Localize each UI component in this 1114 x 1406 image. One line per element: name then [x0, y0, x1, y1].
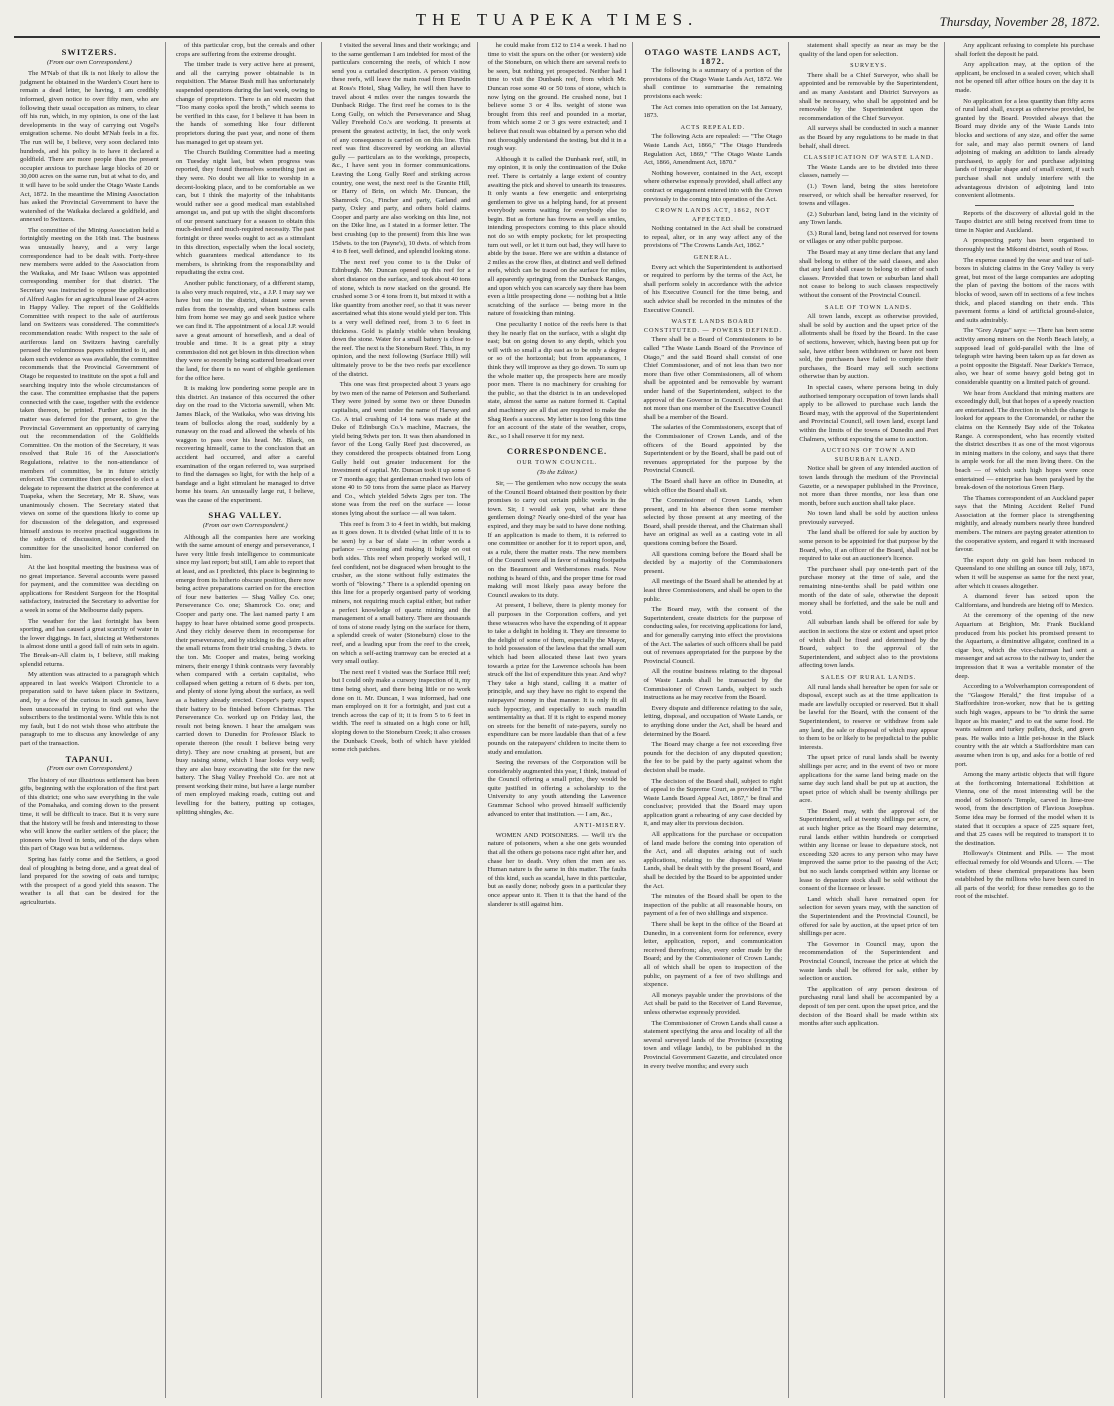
article-paragraph: The weather for the last fortnight has been sporting, and has caused a great scarcity of water in the lower diggings. In fact, sluicing at Wetherstones is almost done until a good fall of rain sets in again. The Break-an-All claim is, I believe, still making splendid returns.	[20, 617, 159, 668]
section-byline: (From our own Correspondent.)	[46, 765, 132, 773]
article-paragraph: All meetings of the Board shall be attended by at least three Commissioners, and shall be open to the public.	[643, 578, 783, 603]
article-paragraph: All moneys payable under the provisions of the Act shall be paid to the Receiver of Land Revenue, unless otherwise expressly provided.	[643, 991, 783, 1016]
subsection-heading: GENERAL.	[693, 254, 733, 262]
subsection-heading: WASTE LANDS BOARD CONSTITUTED. — POWERS DEFINED.	[643, 318, 782, 334]
article-paragraph: he could make from £12 to £14 a week. I had no time to visit the spurs on the other (or western) side of the Stoneburn, on which there are several reefs to be seen, but nothing yet prospected. Neither had I time to visit the Dunbank reef, from which Mr. Duncan rose some 40 or 50 tons of stone, which is now lying on the ground. He crushed none, but I believe some 3 or 4 lbs. weight of stone was brought from this reef and pounded in a mortar, from which some 2 or 3 grs were extracted; and I believe that result was obtained by a person who did not thoroughly understand the testing, but did it in a rough way.	[487, 42, 627, 153]
section-heading: CORRESPONDENCE.	[506, 446, 608, 457]
article-paragraph: There shall be kept in the office of the Board at Dunedin, in a convenient form for reference, every letter, application, report, and communication received therefrom; also, every order made by the Board; and by the Commissioner of Crown Lands; all of which shall be open to inspection of the public, on payment of a fee of two shillings and sixpence.	[643, 921, 783, 989]
article-paragraph: Any application may, at the option of the applicant, be enclosed in a sealed cover, which shall not be opened till after office hours on the day it is made.	[955, 61, 1095, 94]
article-paragraph: At the last hospital meeting the business was of no great importance. Several accounts were passed for payment, and the committee was deciding on applications for Resident Surgeon for the Hospital satisfactory, instructed the Secretary to advertise for a week in some of the Melbourne daily papers.	[20, 564, 159, 614]
article-paragraph: This one was first prospected about 3 years ago by two men of the name of Peterson and Sutherland. They were joined by some two or three Dunedin capitalists, and went under the name of Harvey and Co. A trial crushing of 14 tons was made at the Duke of Edinburgh Co.'s machine, Macraes, the yield being 9dwts per ton. It was then abandoned in favor of the Long Gully Reef just discovered, as they considered the prospects obtained from Long Gully held out greater inducement for the investment of capital. Mr. Duncan took it up some 6 or 7 months ago; that gentleman crushed two lots of stone 40 to 50 tons from the same place as Harvey and Co., which yielded 5dwts 2grs per ton. The stone was from the reef on the surface — loose stones lying about the surface — all was taken.	[331, 381, 471, 518]
subsection-heading: ACTS REPEALED.	[680, 123, 746, 131]
article-paragraph: The Board shall have an office in Dunedin, at which office the Board shall sit.	[643, 477, 783, 494]
article-paragraph: Another public functionary, of a different stamp, is also very much required, viz., a J.P. I may say we have but one in the district, distant some seven miles from the township, and when business calls him from home we may go and seek justice where we can find it. The appointment of a local J.P. would save a great amount of horseflesh, and a deal of trouble and time. It is a great pity a stray commission did not get blown in this direction when they were so recently being scattered broadcast over the land, for there is no want of eligible gentlemen for the office here.	[175, 280, 315, 382]
subsection-heading: CROWN LANDS ACT, 1862, NOT AFFECTED.	[655, 207, 771, 223]
article-paragraph: There shall be a Chief Surveyor, who shall be appointed and be removable by the Superintendent, and as many Assistant and District Surveyors as shall be necessary, who shall be appointed and be removable by the Superintendent upon the recommendation of the Chief Surveyor.	[799, 71, 939, 122]
article-paragraph: The committee of the Mining Association held a fortnightly meeting on the 16th inst. The business was unusually heavy, and a very large correspondence had to be dealt with. Forty-three new members were added to the Association from the Waikaka, and Mr Isaac Wilson was appointed corresponding member for that district. The Secretary was instructed to oppose the application of Alfred Aagles for an agricultural lease of 24 acres in Happy Valley. The report of the Goldfields Committee with respect to the sale of auriferous land on Switzers was considered. The committee's recommendation reads: With respect to the sale of auriferous land on Switzers having carefully perused the voluminous papers submitted to it, and taken such evidence as was available, the committee recommends that the Provincial Government of Otago be requested to institute on the spot a full and searching inquiry into the whole circumstances of the case. The committee emphasise that the papers connected with the case, together with the evidence taken thereon, be printed. Further action in the matter was deferred for the present, to give the Provincial Government an opportunity of carrying out the recommendation of the Goldfields Committee. On the motion of the Secretary, it was resolved that Rule 16 of the Association's Regulations, relative to the non-attendance of members of committee, be in future strictly enforced. The committee then proceeded to elect a delegate to represent the district at the conference at Tuapeka, when the Secretary, Mr R. Shaw, was unanimously chosen. The Secretary stated that views on some of the questions likely to come up for discussion of the delegation, and expressed himself anxious to receive practical suggestions in the subjects of discussion, and thanked the committee for the unsolicited honor conferred on him.	[20, 226, 159, 561]
article-paragraph: Notice shall be given of any intended auction of town lands through the medium of the Provincial Gazette, or a newspaper published in the Province, not more than three months, nor less than one month, before such auction shall take place.	[799, 465, 939, 507]
section-heading: SHAG VALLEY.	[208, 510, 283, 521]
column-7	[949, 42, 1100, 1398]
article-paragraph: The next reef you come to is the Duke of Edinburgh. Mr. Duncan opened up this reef for a short distance on the surface, and took about 40 tons of stone, which is now stacked on the ground. He crushed some 3 or 4 tons from it, but mixed it with a like quantity from another reef, so that it was never ascertained what this stone would yield per ton. This is a very well defined reef, from 3 to 6 feet in thickness. Gold is plainly visible when breaking down the stone. Water for a small battery is close to the reef. The next is the Stoneburn Reef. This, in my opinion, and the next following (Surface Hill) will ultimately prove to be the two reefs par excellence of the district.	[331, 258, 471, 378]
article-paragraph: According to a Wolverhampton correspondent of the "Glasgow Herald," the first impulse of a Staffordshire iron-worker, now that he is getting such high wages, appears to be "to drink the same liquor as his master," and to eat the same food. He wants salmon and turkey pullets, duck, and green peas. He walks into a little pet-house in the Black country with the air which a Staffordshire man can assume when iron is up, and asks for a bottle of red port.	[955, 683, 1095, 768]
column-1	[14, 42, 166, 1398]
article-paragraph: All applications for the purchase or occupation of land made before the coming into operation of the Act, and all disputes arising out of such applications, relating to the disposal of Waste Lands, shall be dealt with by the present Board, and shall be decided by the Board to be appointed under the Act.	[643, 831, 783, 890]
article-paragraph: The M'Nab of that ilk is not likely to allow the judgment he obtained in the Warden's Court here to remain a dead letter, he having, I am credibly informed, given notice to over fifty men, who are following their usual occupation as miners, to clear off his run, which, in my opinion, is one of the last developments in the way of carrying out Vogel's emigration scheme. No doubt M'Nab feels in a fix. The run will be, I believe, very soon declared into hundreds, and his policy is to have it declared a goldfield. There are more people than the present occupier anxious to purchase large blocks of 20 or 30,000 acres on the same run, but at what to do, and it will have to be sold under the Otago Waste Lands Act, 1872. In the meantime the Mining Association has asked the Provincial Government to have the watershed of the Waikaka declared a goldfield, and annexed to Switzers.	[20, 70, 159, 224]
article-paragraph: The Board may charge a fee not exceeding five pounds for the decision of any disputed question; the fee to be paid by the party against whom the decision shall be made.	[643, 741, 783, 774]
letter-signature: ANTI-MISERY.	[573, 822, 627, 830]
article-paragraph: The export duty on gold has been reduced in Queensland to one shilling an ounce till July, 1873, when it will be suspense as same for the next year, after which it ceases altogether.	[955, 556, 1095, 590]
article-paragraph: The next reef I visited was the Surface Hill reef; but I could only make a cursory inspection of it, my time being short, and there being little or no work done on it. Mr. Duncan, I was informed, had one man employed on it for a fortnight, and just cut a trench across the cap of it; it is from 5 to 6 feet in width. The reef is situated on a high cone or hill, sloping down to the Stoneburn Creek; it also crosses the Dunback Creek, both of which have yielded some rich patches.	[331, 668, 471, 754]
article-paragraph: Seeing the reverses of the Corporation will be considerably augmented this year, I think, instead of the Council offering a small prize, they would be quite justified in offering a scholarship to the University to any youth attending the Lawrence Grammar School who proved himself sufficiently advanced to enter that institution. — I am, &c.,	[487, 759, 627, 818]
section-byline: (From our own Correspondent.)	[46, 58, 132, 66]
subsection-heading: AUCTIONS OF TOWN AND SUBURBAN LAND.	[821, 447, 917, 463]
column-6	[793, 42, 945, 1398]
article-paragraph: statement shall specify as near as may be the quality of the land open for selection.	[799, 42, 939, 58]
article-paragraph: The decision of the Board shall, subject to right of appeal to the Supreme Court, as provided in "The Waste Lands Board Appeal Act, 1867," be final and conclusive; provided that the Board may upon application grant a rehearing of any case decided by it, and may alter its previous decision.	[643, 777, 783, 828]
article-paragraph: (3.) Rural land, being land not reserved for towns or villages or any other public purpose.	[799, 229, 939, 246]
article-paragraph: A diamond fever has seized upon the Californians, and hundreds are hieing off to Mexico.	[955, 593, 1095, 609]
article-paragraph: Although all the companies here are working with the same amount of energy and perseverance, I have very little fresh intelligence to communicate since my last report; but still, I am able to report that at least, and as I predicted, this place is beginning to emerge from its hitherto obscure position, there now being active preparations carried on for the erection of four new batteries — Shag Valley Co. one; Perseverance Co. one; Shamrock Co. one; and Cooper and party one. The last named party I am happy to hear have obtained some good prospects. And they richly deserve them in recompense for their perseverance, and by sticking to the claim after the small returns from their trial crushing, 3 dwts. to the ton. Mr. Cooper and mates, being working miners, their energy I think contrasts very favorably when compared with a certain capitalist, who collapsed when getting a return of 6 dwts. per ton, and plenty of stone lying about the surface, as well as a battery already erected. Cooper's party expect their battery to be finished before Christmas. The Perseverance Co. worked up on Friday last, the result not being known. I hear the amalgam was carried down to Dunedin for Professor Black to operate thereon (the result I believe being very dirty). They are now crushing at present, but are busy raising stone, which I hear looks very well; they are also busy excavating the site for the new battery. The Shag Valley Freehold Co. are not at present working their mine, but have a large number of men employed making roads, cutting out and levelling for the battery, putting up cottages, splitting shingles, &c.	[175, 533, 315, 816]
article-paragraph: Land which shall have remained open for selection for seven years may, with the sanction of the Superintendent and the Provincial Council, be offered for sale by auction, at the upset price of ten shillings per acre.	[799, 895, 939, 938]
article-paragraph: Spring has fairly come and the Settlers, a good deal of ploughing is being done, and a great deal of land prepared for the sowing of oats and turnips; with the prospect of a good yield this season. The weather is all that can be desired for the agriculturists.	[20, 856, 159, 906]
article-paragraph: Every act which the Superintendent is authorised or required to perform by the terms of the Act, he shall perform solely in accordance with the advice of his Executive Council for the time being, and such advice shall be recorded in the minutes of the Executive Council.	[643, 263, 783, 314]
article-paragraph: The Board may at any time declare that any land shall belong to either of the said classes, and also that any land shall cease to belong to either of such classes. Provided that town or suburban land shall not cease to belong to such classes respectively without the consent of the Provincial Council.	[799, 249, 939, 300]
article-paragraph: The expense caused by the wear and tear of tail-boxes in sluicing claims in the Grey Valley is very great, but most of the large companies are adopting the plan of paving the bottom of the races with blocks of wood, sawn off in sections of a few inches thick, and placed standing on their ends. This pavement forms a kind of artificial ground-sluice, and suits admirably.	[955, 256, 1095, 324]
article-paragraph: My attention was attracted to a paragraph which appeared in last week's Waipori Chronicle to a preparation said to have taken place in Switzers, and, by a few of the curious in such games, have been unsuccessful in trying to find out who the subscribers to the testimonial were. While this is not my fault, but I do not wish those who attribute the paragraph to me to discuss any knowledge of any part of the transaction.	[20, 671, 159, 747]
article-paragraph: The following Acts are repealed: — "The Otago Waste Lands Act, 1866," "The Otago Hundreds Regulation Act, 1869," "The Otago Waste Lands Act, 1866, Amendment Act, 1870."	[643, 133, 783, 167]
subsection-heading: OUR TOWN COUNCIL.	[516, 458, 598, 466]
article-paragraph: A prospecting party has been organised to thoroughly test the Mikomi district, south of Ross.	[955, 237, 1095, 254]
newspaper-title: THE TUAPEKA TIMES.	[415, 10, 699, 29]
article-paragraph: WOMEN AND POISONERS. — We'll it's the nature of poisoners, when a she one gets wounded that all the others go poisons race right after her, and chase her to death. Very often the men are so. Human nature is the same in this matter. The faults of this kind, such as scandal, have in this particular, but as easily done; nobody goes in a particular they once appear unto it. Then it is that the hand of the slanderer is still against him.	[487, 831, 627, 908]
subsection-heading: SALE OF TOWN LANDS.	[824, 303, 913, 311]
article-paragraph: All questions coming before the Board shall be decided by a majority of the Commissioners present.	[643, 550, 783, 575]
column-3	[326, 42, 478, 1398]
article-paragraph: No application for a less quantity than fifty acres of rural land shall, except as otherwise provided, be granted by the Board. Provided always that the Board may divide any of the Waste Lands into blocks and sections of any size, and offer the same for sale, and may also permit owners of land adjoining of making an addition to lands already purchased, to apply for and purchase adjoining lands of irregular shape and of small extent, if such purchase shall not unduly interfere with the advantageous division of adjoining land into convenient allotments.	[955, 97, 1095, 200]
article-paragraph: At present, I believe, there is plenty money for all purposes in the Corporation coffers, and yet these wiseacres who have the expending of it appear to take a delight in holding it. They are tiresome to the delight of some of them, especially the Mayor, to hold possession of the lawless that the small sum which had been allocated these last two years towards a prize for the Lawrence schools has been struck off the list of expenditure this year. And why? They take a high stand, calling it a matter of principle, and say they have no right to expend the ratepayers' money in that manner. It is only fit all such hypocrisy, and especially to such maudlin sentimentality as that. If it is right to expend money on streets for the benefit of rate-payers, surely no expenditure can be more laudable than that of a few pounds on the ratepayers' children to incite them to study and emulation.	[487, 602, 627, 756]
article-paragraph: The Thames correspondent of an Auckland paper says that the Mining Accident Relief Fund Association at the former place is strengthening mightily, and already numbers nearly three hundred members. The miners are paying greater attention to the cooperative system, and regard it with increased favour.	[955, 494, 1095, 554]
article-paragraph: The Act comes into operation on the 1st January, 1873.	[643, 103, 783, 120]
section-divider	[975, 205, 1074, 206]
article-paragraph: The Church Building Committee had a meeting on Tuesday night last, but when progress was reported, they found themselves something just as they were. No doubt we all like to worship in a decent-looking place, and to be comfortable as we can, but I think the majority of the inhabitants would rather see a good medical man established amongst us, and put up with the slight discomforts of our present sanctuary for a season to obtain this much-desired and much-required necessity. The past fortnight or three weeks ought to act as a stimulant in this direction, especially when the local society, which guarantees medical attendance to its members, is shrinking from the responsibility and repudiating the extra cost.	[175, 149, 315, 277]
article-paragraph: (1.) Town land, being the sites heretofore reserved, or which shall be hereafter reserved, for towns and villages.	[799, 182, 939, 208]
article-columns	[14, 42, 1100, 1398]
article-paragraph: The Board may, with the approval of the Superintendent, sell at twenty shillings per acre, or at such higher price as the Board may determine, rural lands either within hundreds or comprised within any license or lease to depasture stock, not exceeding 320 acres to any person who may have improved the same prior to the passing of the Act; but no such lands comprised within any license or lease to depasture stock shall be sold without the consent of the licensee or lessee.	[799, 807, 939, 893]
article-paragraph: of this particular crop, but the cereals and other crops are suffering from the extreme drought.	[175, 42, 315, 58]
article-paragraph: The following is a summary of a portion of the provisions of the Otago Waste Lands Act, 1872. We shall continue to summarise the remaining provisions each week:	[643, 67, 783, 100]
article-paragraph: The land shall be offered for sale by auction by some person to be appointed for that purpose by the Board, who, if an officer of the Board, shall not be required to take out an auctioneer's licence.	[799, 529, 939, 563]
article-paragraph: There shall be a Board of Commissioners to be called "The Waste Lands Board of the Province of Otago," and the said Board shall consist of one Chief Commissioner, and of not less than two nor more than five other Commissioners, all of whom shall be appointed and be removable by warrant under hand of the Superintendent, subject to the approval of the Governor in Council. Provided that not more than one member of the Executive Council shall be a member of the Board.	[643, 336, 783, 421]
article-paragraph: Reports of the discovery of alluvial gold in the Taupo district are still being received from time to time in Napier and Auckland.	[955, 209, 1095, 234]
article-paragraph: The timber trade is very active here at present, and all the carrying power obtainable is in requisition. The Manse Bush mill has unfortunately suspended operations during the last week, owing to change of proprietors. There is an old maxim that "Too many cooks spoil the broth," which seems to be verified in this case, for I believe it has been in the hands of something like four different proprietors during the past year, and none of them has managed to get up steam yet.	[175, 61, 315, 146]
article-paragraph: The upset price of rural lands shall be twenty shillings per acre; and in the event of two or more applications for the same land being made on the same day such land shall be put up at auction, the upset price of which shall be twenty shillings per acre.	[799, 754, 939, 805]
article-paragraph: In special cases, where persons being in duly authorised temporary occupation of town lands shall apply to be allowed to purchase such lands the Board may, with the approval of the Superintendent and Provincial Council, sell town land, except land within the limits of the towns of Dunedin and Port Chalmers, without exposing the same to auction.	[799, 383, 939, 443]
article-paragraph: The Board may, with the consent of the Superintendent, create districts for the purpose of conducting sales, for receiving applications for land, and for generally carrying into effect the provisions of the Act. The salaries of such officers shall be paid out of revenues appropriated for the purpose by the Provincial Council.	[643, 606, 783, 665]
article-paragraph: All town lands, except as otherwise provided, shall be sold by auction and the upset price of the allotments shall be fixed by the Board. In the case of sections, however, which, having been put up for sale, have either been withdrawn or have not been sold, the purchasers have failed to complete their purchases, the Board may sell such sections otherwise than by auction.	[799, 313, 939, 381]
article-paragraph: The minutes of the Board shall be open to the inspection of the public at all reasonable hours, on payment of a fee of two shillings and sixpence.	[643, 893, 783, 918]
column-5	[637, 42, 789, 1398]
article-paragraph: Any applicant refusing to complete his purchase shall forfeit the deposit he paid.	[955, 42, 1095, 58]
article-paragraph: I visited the several lines and their workings; and to the same gentleman I am indebted for most of the particulars concerning the reefs, of which I now send you a curtailed description. A person visiting these reefs, will leave the main road from Dunedin at Ross's Hotel, Shag Valley, he will then have to travel about 4 miles over the ranges towards the Dunback Ridge. The first reef he comes to is the Long Gully, on which the Perseverance and Shag Valley Freehold Co.'s are working. It presents at present the greatest activity, in fact, the only work of any consequence is carried on on this line. This reef was first discovered by working an alluvial gully — particulars as to the workings, prospects, &c., I have sent you in former communications. Leaving the Long Gully Reef and striking across country, one west, the next reef is the Granite Hill, or Harry of Brin, on which Mr. Duncan, the Shamrock Co., Fincher and party, Garland and party, Oxley and party, and others hold claims. Cooper and party are also working on this line, not on the Dike line, as I stated in a former letter. The best crushing (up to the present) from this line was 15dwts. to the ton (Payne's), 10 dwts. of which from 4 to 8 feet, well defined, and splendid looking stone.	[331, 42, 471, 256]
article-paragraph: No town land shall be sold by auction unless previously surveyed.	[799, 510, 939, 526]
article-paragraph: The "Grey Argus" says: — There has been some activity among miners on the North Beach lately, a supposed lead of gold-parallel with the line of telegraph wire having been taken up as far down as a point opposite the Bigstaff. Near Darkie's Terrace, also, we hear of some heavy gold being got in considerable quantity on a limited patch of ground.	[955, 327, 1095, 386]
article-paragraph: Every dispute and difference relating to the sale, letting, disposal, and occupation of Waste Lands, or to anything done under the Act, shall be heard and determined by the Board.	[643, 704, 783, 738]
article-paragraph: All rural lands shall hereafter be open for sale or disposal, except such as at the time application is made are lawfully occupied or reserved. But it shall be lawful for the Board, with the consent of the Superintendent, to reserve or withdraw from sale any land, the sale or disposal of which may appear to them to be or likely to be prejudicial to the public interests.	[799, 683, 939, 751]
article-paragraph: Nothing however, contained in the Act, except where otherwise expressly provided, shall affect any contract or engagement entered into with the Crown previously to the coming into operation of the Act.	[643, 169, 783, 203]
article-paragraph: The Governor in Council may, upon the recommendation of the Superintendent and Provincial Council, increase the price at which the waste lands shall be offered for sale, either by selection or auction.	[799, 940, 939, 983]
article-paragraph: All suburban lands shall be offered for sale by auction in sections the size or extent and upset price of which shall be fixed and determined by the Board, subject to the approval of the Superintendent, and subject also to the provisions affecting town lands.	[799, 619, 939, 670]
article-paragraph: One peculiarity I notice of the reefs here is that they lie nearly flat on the surface, with a slight dip east; but on going down to any depth, which you will with so small a dip east as to be only a degree or so of the horizontal; but from appearances, I think they will improve as they go down. To sum up the whole matter up, the prospects here are mostly poor men. There is no machinery for crushing for the public, so that the district is in an undeveloped state, almost the same as nature formed it. Capital and machinery are all that are required to make the Shag Reefs a success. My letter is too long this time for an account of the state of the weather, crops, &c., so I shall reserve it for my next.	[487, 321, 627, 440]
subsection-heading: SURVEYS.	[850, 62, 888, 70]
article-paragraph: This reef is from 3 to 4 feet in width, but making as it goes down. It is divided (what little of it is to be seen) by a bar of slate — in other words a parlance — crossing and making it bulge on out both sides. This reef when properly worked will, I feel confident, not be disgraced when brought to the crusher, as the stone without fully estimates the worth of "blowing." There is a splendid opening on this line for a properly organised party of working miners, not requiring much capital either, but rather a perfect knowledge of quartz mining and the management of a small battery. There are thousands of tons of stone ready lying on the surface for them, a splendid creek of water (Stoneburn) close to the reef, and a leading spur from the reef to the creek, on which a self-acting tramway can be erected at a very small outlay.	[331, 520, 471, 666]
article-paragraph: Although it is called the Dunbank reef, still, in my opinion, it is only the continuation of the Duke reef. There is certainly a large extent of country awaiting the pick and shovel to unearth its treasures. It only wants a few energetic and enterprising gentlemen to give us a helping hand, for at present everybody seems waiting for everybody else to begin. But as fortune has frowns as well as smiles, intending prospectors coming to this place should not do so with empty pockets; for let prospecting turn out well, or let it turn out bad, they will have to abide by the issue. Here we are within a distance of 2 miles as the crow flies, at distinct and well defined reefs, which can be traced on the surface for miles, all apparently springing from the Dunback Ranges, and upon which you can scarcely say there has been even a little prospecting done — nothing but a little scratching of the surface — being more in the nature of fossicking than mining.	[487, 155, 627, 318]
section-heading: OTAGO WASTE LANDS ACT, 1872.	[644, 47, 782, 66]
article-paragraph: At the ceremony of the opening of the new Aquarium at Brighton, Mr. Frank Buckland produced from his pocket his promised present to the Aquarium, a diminutive alligator, confined in a cigar box, which the vice-chairman had sent a messenger and sat across to the railway to, under the impression that it was a veritable monster of the deep.	[955, 612, 1095, 680]
subsection-heading: SALES OF RURAL LANDS.	[821, 673, 917, 681]
section-heading: SWITZERS.	[61, 47, 118, 57]
section-heading: TAPANUI.	[65, 753, 114, 764]
article-paragraph: The application of any person desirous of purchasing rural land shall be accompanied by a deposit of ten per cent. upon the upset price, and the decision of the Board shall be made within six months after such application.	[799, 985, 939, 1028]
article-paragraph: All surveys shall be conducted in such a manner as the Board by any regulations to be made in that behalf, shall direct.	[799, 125, 939, 150]
article-paragraph: The salaries of the Commissioners, except that of the Commissioner of Crown Lands, and of the officers of the Board appointed by the Superintendent or by the Board, shall be paid out of revenues appropriated for the purpose by the Provincial Council.	[643, 424, 783, 475]
article-paragraph: Nothing contained in the Act shall be construed to repeal, alter, or in any way affect any of the provisions of "The Crowns Lands Act, 1862."	[643, 225, 783, 250]
article-paragraph: Among the many artistic objects that will figure at the forthcoming International Exhibition at Vienna, one of the most interesting will be the model of Solomon's Temple, carved in lime-tree wood, from the description of Flavious Josephus. Some idea may be formed of the model when it is stated that it occupies a space of 225 square feet, and that 25 cases will be required to transport it to the destination.	[955, 771, 1095, 847]
article-paragraph: (2.) Suburban land, being land in the vicinity of any Town lands.	[799, 210, 939, 227]
subsection-heading: CLASSIFICATION OF WASTE LAND.	[803, 154, 934, 162]
article-paragraph: The history of our illustrious settlement has been gifts, beginning with the exploration of the first part of this district; one who saw everything in the vale of the Pomahaka, and coming down to the present time, it will be difficult to trace. But it is very sure that the history will be fresh and interesting to those who will know the earlier settlers of the place; the pioneers who lived in tents, and of the days when this part of Otago was but a wilderness.	[20, 776, 159, 853]
article-paragraph: The Commissioner of Crown Lands shall cause a statement specifying the area and locality of all the several surveyed lands of the Province (excepting town and village lands), to be published in the Provincial Government Gazette, and circulated once in every twelve months; and every such	[643, 1019, 783, 1070]
column-4	[482, 42, 634, 1398]
article-paragraph: We hear from Auckland that mining matters are exceedingly dull, but that hopes of a speedy reaction are entertained. The direction in which the change is looked for appears to the Coromandel, or rather the claims on the Kennedy Bay side of the Tokatea Range. A correspondent, who has recently visited the district describes it as one of the most vigorous in mining matters in the colony, and says that there is ample work for all the men living there. On the beach — of which such high hopes were once entertained — enterprise has been paralysed by the break-down of the notorious Green Harp.	[955, 389, 1095, 492]
article-paragraph: Holloway's Ointment and Pills. — The most effectual remedy for old Wounds and Ulcers. — The wisdom of these chemical preparations has been established by the millions who have been cured in all parts of the world; for these remedies go to the root of the mischief.	[955, 850, 1095, 901]
article-paragraph: The Commissioner of Crown Lands, when present, and in his absence then some member selected by those present at any meeting of the Board, shall preside thereat, and the Chairman shall have an original as well as a casting vote in all questions coming before the Board.	[643, 497, 783, 548]
article-paragraph: The purchaser shall pay one-tenth part of the purchase money at the time of sale, and the remaining nine-tenths shall be paid within one month of the date of sale, otherwise the deposit money shall be forfeited, and the sale be null and void.	[799, 565, 939, 616]
article-paragraph: It is making low pondering some people are in this district. An instance of this occurred the other day on the road to the Victoria sawmill, when Mr. James Black, of the Waikaka, who was driving his team of bullocks along the road, suddenly by a runaway on the road and allowed the wheels of his waggon to pass over his head. Mr. Black, on recovering himself, came to the conclusion that an accident had occurred, and after a careful examination of the organ referred to, was surprised to find the damages so light, for with the help of a bandage and a light stimulant he managed to drive home his team. An unusually large rut, I believe, was the cause of the experiment.	[175, 385, 315, 504]
masthead	[14, 8, 1100, 38]
issue-date: Thursday, November 28, 1872.	[939, 14, 1100, 29]
section-byline: (From our own Correspondent.)	[202, 522, 288, 530]
article-paragraph: Sir, — The gentlemen who now occupy the seats of the Council Board obtained their position by their promises to carry out certain public works in the town. Sir, I would ask you, what are these gentlemen doing? Nearly one-third of the year has expired, and they may be said to have done nothing. If an application is made to them, it is referred to one committee or another for it to report upon, and, as a rule, there the matter rests. The new members of the Council were all in favor of making footpaths on the Beaumont and Wetherstones roads. Now nothing is heard of this, and the proper time for road making will most likely pass away before the Council awakes to its duty.	[487, 480, 627, 599]
column-2	[170, 42, 322, 1398]
article-paragraph: All the routine business relating to the disposal of Waste Lands shall be transacted by the Commissioner of Crown Lands, subject to such instructions as he may receive from the Board.	[643, 668, 783, 702]
section-byline: (To the Editor.)	[537, 468, 577, 476]
article-paragraph: The Waste Lands are to be divided into three classes, namely —	[799, 163, 939, 180]
